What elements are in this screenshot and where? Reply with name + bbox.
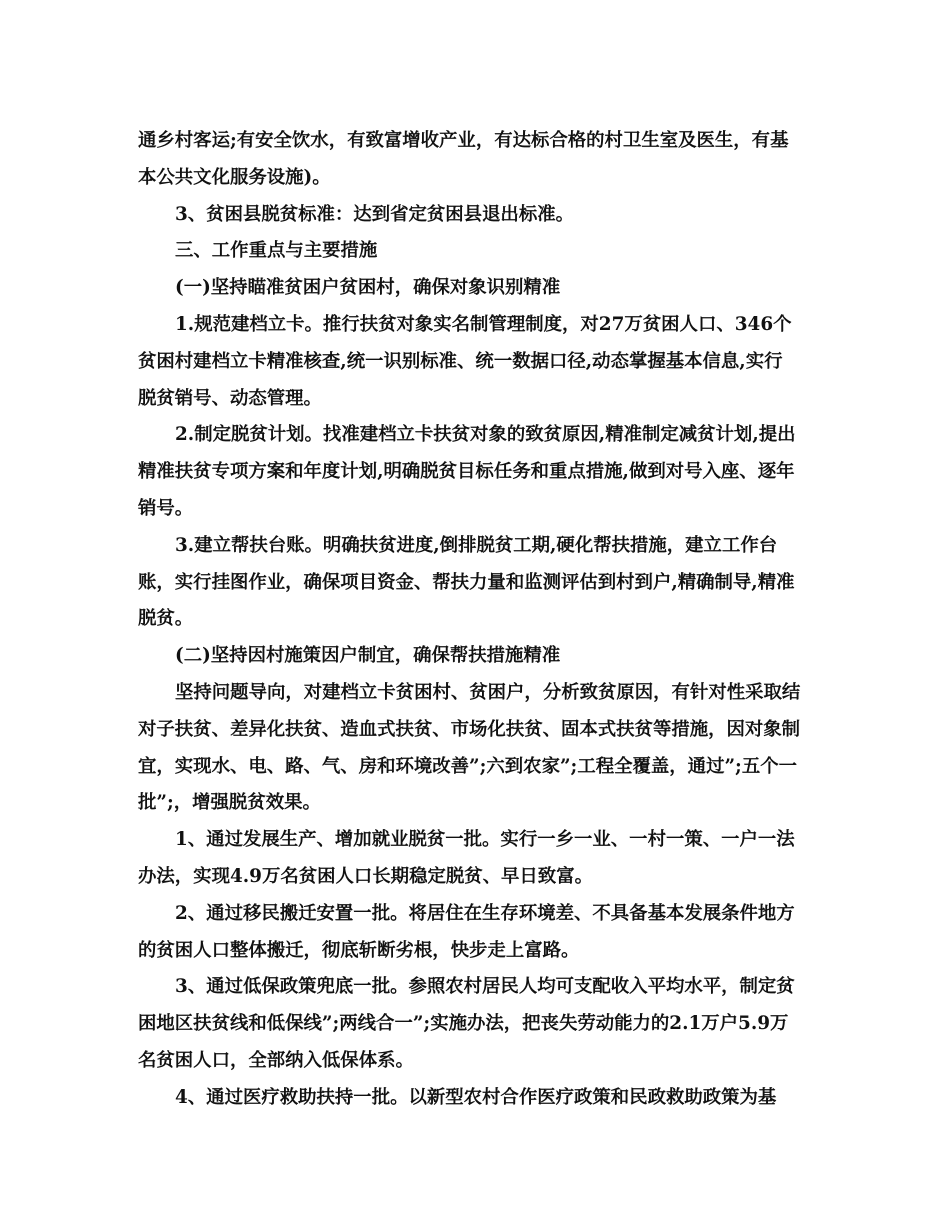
text-line: 办法，实现4.9万名贫困人口长期稳定脱贫、早日致富。 <box>138 865 593 887</box>
text-line: 2、通过移民搬迁安置一批。将居住在生存环境差、不具备基本发展条件地方 <box>175 902 795 924</box>
text-line: 对子扶贫、差异化扶贫、造血式扶贫、市场化扶贫、固本式扶贫等措施，因对象制 <box>138 718 801 740</box>
text-line: 脱贫销号、动态管理。 <box>138 387 322 409</box>
text-line: 通乡村客运;有安全饮水，有致富增收产业，有达标合格的村卫生室及医生，有基 <box>138 130 789 151</box>
text-line: (一)坚持瞄准贫困户贫困村，确保对象识别精准 <box>175 277 561 299</box>
text-line: 坚持问题导向，对建档立卡贫困村、贫困户，分析致贫原因，有针对性采取结 <box>175 681 801 703</box>
text-line: (二)坚持因村施策因户制宜，确保帮扶措施精准 <box>175 645 561 667</box>
text-line: 名贫困人口，全部纳入低保体系。 <box>138 1049 414 1071</box>
text-line: 三、工作重点与主要措施 <box>175 240 378 262</box>
text-line: 3、通过低保政策兜底一批。参照农村居民人均可支配收入平均水平，制定贫 <box>175 976 795 998</box>
text-line: 脱贫。 <box>138 608 194 630</box>
text-line: 的贫困人口整体搬迁，彻底斩断劣根，快步走上富路。 <box>138 939 580 961</box>
text-line: 困地区扶贫线和低保线”;两线合一”;实施办法，把丧失劳动能力的2.1万户5.9万 <box>138 1013 789 1035</box>
text-line: 销号。 <box>138 497 194 519</box>
document-page <box>138 123 810 1117</box>
text-line: 账，实行挂图作业，确保项目资金、帮扶力量和监测评估到村到户,精确制导,精准 <box>138 571 795 593</box>
text-line: 精准扶贫专项方案和年度计划,明确脱贫目标任务和重点措施,做到对号入座、逐年 <box>138 461 795 483</box>
text-line: 3、贫困县脱贫标准：达到省定贫困县退出标准。 <box>175 203 574 225</box>
text-line: 批”;，增强脱贫效果。 <box>138 792 321 814</box>
text-line: 1、通过发展生产、增加就业脱贫一批。实行一乡一业、一村一策、一户一法 <box>175 829 795 851</box>
text-line: 1.规范建档立卡。推行扶贫对象实名制管理制度，对27万贫困人口、346个 <box>175 313 792 335</box>
text-line: 本公共文化服务设施)。 <box>138 166 331 188</box>
text-line: 2.制定脱贫计划。找准建档立卡扶贫对象的致贫原因,精准制定减贫计划,提出 <box>175 424 796 446</box>
text-line: 3.建立帮扶台账。明确扶贫进度,倒排脱贫工期,硬化帮扶措施，建立工作台 <box>175 534 778 556</box>
text-line: 贫困村建档立卡精准核查,统一识别标准、统一数据口径,动态掌握基本信息,实行 <box>138 350 783 372</box>
text-line: 4、通过医疗救助扶持一批。以新型农村合作医疗政策和民政救助政策为基 <box>175 1086 777 1108</box>
text-line: 宜，实现水、电、路、气、房和环境改善”;六到农家”;工程全覆盖，通过”;五个一 <box>138 755 797 777</box>
